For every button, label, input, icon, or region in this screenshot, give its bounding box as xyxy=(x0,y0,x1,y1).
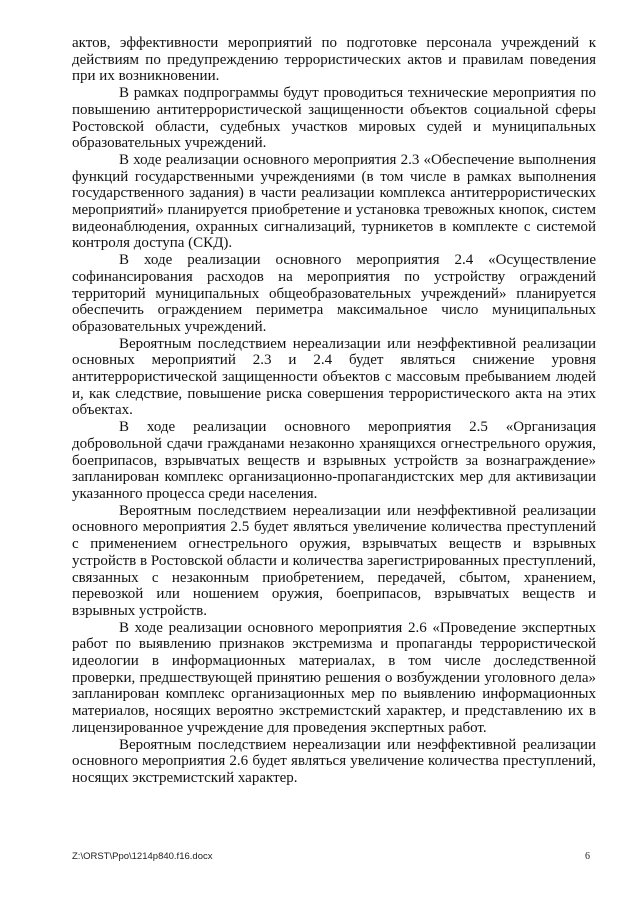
paragraph-measure-2-3: В ходе реализации основного мероприятия 2.3 «Обеспечение выполнения функций государственными учреждениями (в том числе в рамках выполнения государственного задания) в части реализации комплекса антитеррористических мероприятий» планируется приобретение и установка тревожных кнопок, систем видеонаблюдения, охранных сигнализаций, турникетов в комплекте с системой контроля доступа (СКД). xyxy=(72,151,596,252)
paragraph-technical-measures: В рамках подпрограммы будут проводиться технические мероприятия по повышению антитеррористической защищенности объектов социальной сферы Ростовской области, судебных участков мировых судей и муниципальных образовательных учреждений. xyxy=(72,85,596,152)
paragraph-consequence-2-3-2-4: Вероятным последствием нереализации или неэффективной реализации основных мероприятий 2.3 и 2.4 будет являться снижение уровня антитеррористической защищенности объектов с массовым пребыванием людей и, как следствие, повышение риска совершения террористического акта на этих объектах. xyxy=(72,335,596,419)
paragraph-consequence-2-5: Вероятным последствием нереализации или неэффективной реализации основного мероприятия 2.5 будет являться увеличение количества преступлений с применением огнестрельного оружия, взрывчатых веществ и взрывных устройств в Ростовской области и количества зарегистрированных преступлений, связанных с незаконным приобретением, передачей, сбытом, хранением, перевозкой или ношением оружия, боеприпасов, взрывчатых веществ и взрывных устройств. xyxy=(72,502,596,619)
paragraph-measure-2-4: В ходе реализации основного мероприятия 2.4 «Осуществление софинансирования расходов на мероприятия по устройству ограждений территорий муниципальных общеобразовательных учреждений» планируется обеспечить ограждением периметра максимальное число муниципальных образовательных учреждений. xyxy=(72,252,596,335)
paragraph-continuation: актов, эффективности мероприятий по подготовке персонала учреждений к действиям по предупреждению террористических актов и правилам поведения при их возникновении. xyxy=(72,35,596,85)
paragraph-measure-2-5: В ходе реализации основного мероприятия 2.5 «Организация добровольной сдачи гражданами незаконно хранящихся огнестрельного оружия, боеприпасов, взрывчатых веществ и взрывных устройств за вознаграждение» запланирован комплекс организационно-пропагандистских мер для активизации указанного процесса среди населения. xyxy=(72,419,596,502)
footer-file-path: Z:\ORST\Ppo\1214p840.f16.docx xyxy=(72,851,213,862)
document-body xyxy=(72,35,596,787)
paragraph-measure-2-6: В ходе реализации основного мероприятия 2.6 «Проведение экспертных работ по выявлению признаков экстремизма и пропаганды террористической идеологии в информационных материалах, в том числе доследственной проверки, предшествующей принятию решения о возбуждении уголовного дела» запланирован комплекс организационных мер по выявлению информационных материалов, носящих вероятно экстремистский характер, и представлению их в лицензированное учреждение для проведения экспертных работ. xyxy=(72,619,596,736)
paragraph-consequence-2-6: Вероятным последствием нереализации или неэффективной реализации основного мероприятия 2.6 будет являться увеличение количества преступлений, носящих экстремистский характер. xyxy=(72,736,596,786)
page-number: 6 xyxy=(585,851,590,862)
